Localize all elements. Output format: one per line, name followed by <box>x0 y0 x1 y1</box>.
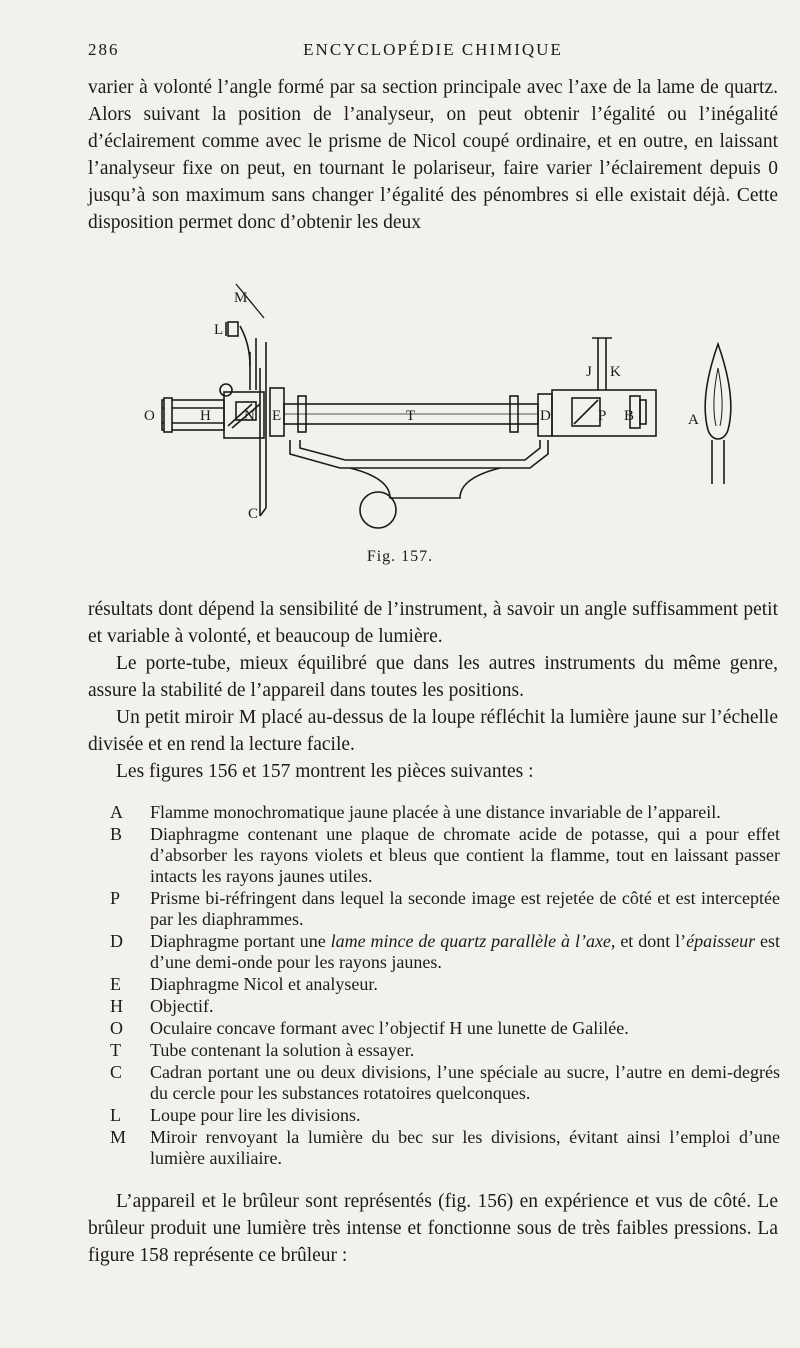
label-J: J <box>586 364 592 380</box>
legend-item <box>110 996 780 1017</box>
paragraph-5: Les figures 156 et 157 montrent les pièces suivantes : <box>116 761 534 782</box>
magnifier-lens <box>228 322 238 336</box>
paragraph-6: L’appareil et le brûleur sont représentés (fig. 156) en expérience et vus de côté. Le brûleur produit une lumière très intense et fonctionne sous de très faibles pressions. La figure 158 représente ce brûleur : <box>88 1191 778 1266</box>
flame <box>705 344 731 439</box>
legend-item <box>110 1018 780 1039</box>
legend-key: T <box>110 1040 121 1060</box>
legend-text: Loupe pour lire les divisions. <box>150 1105 361 1125</box>
legend-item <box>110 1105 780 1126</box>
legend-key: B <box>110 824 123 844</box>
label-M: M <box>234 290 248 306</box>
legend-key: C <box>110 1062 123 1082</box>
legend-text: Flamme monochromatique jaune placée à une distance invariable de l’appareil. <box>150 802 721 822</box>
legend-item <box>110 1127 780 1169</box>
label-O: O <box>144 408 155 424</box>
page-header <box>88 40 778 64</box>
legend-text-italic: épaisseur <box>686 931 756 951</box>
label-H: H <box>200 408 211 424</box>
legend-key: L <box>110 1105 121 1125</box>
running-title: ENCYCLOPÉDIE CHIMIQUE <box>303 40 563 59</box>
legend-text: Miroir renvoyant la lumière du bec sur les divisions, évitant ainsi l’emploi d’une lumière auxiliaire. <box>150 1127 780 1168</box>
legend-text: Tube contenant la solution à essayer. <box>150 1040 415 1060</box>
base-knob <box>360 492 396 528</box>
legend-key: O <box>110 1018 123 1038</box>
legend-key: A <box>110 802 123 822</box>
legend-key: P <box>110 888 121 908</box>
label-D: D <box>540 408 551 424</box>
legend-text: Diaphragme contenant une plaque de chromate acide de potasse, qui a pour effet d’absorber les rayons violets et bleus que contient la flamme, tout en laissant passer intacts les rayons jaunes utiles. <box>150 824 780 886</box>
paragraph-2: résultats dont dépend la sensibilité de l’instrument, à savoir un angle suffisamment petit et variable à volonté, et beaucoup de lumière. <box>88 599 778 647</box>
parts-legend <box>110 802 780 1170</box>
label-A: A <box>688 412 699 428</box>
legend-text: Oculaire concave formant avec l’objectif H une lunette de Galilée. <box>150 1018 629 1038</box>
legend-item <box>110 888 780 930</box>
legend-item <box>110 824 780 887</box>
label-B: B <box>624 408 635 424</box>
label-E: E <box>272 408 282 424</box>
legend-item <box>110 974 780 995</box>
label-C: C <box>248 506 259 522</box>
legend-text: Objectif. <box>150 996 214 1016</box>
legend-text: Diaphragme Nicol et analyseur. <box>150 974 378 994</box>
label-T: T <box>406 408 416 424</box>
legend-item <box>110 1040 780 1061</box>
label-K: K <box>610 364 621 380</box>
legend-text-part: est d’une demi-onde pour les rayons jaunes. <box>150 931 780 972</box>
legend-text: Prisme bi-réfringent dans lequel la seconde image est rejetée de côté et est interceptée par les diaphrammes. <box>150 888 780 929</box>
legend-item <box>110 1062 780 1104</box>
legend-key: D <box>110 931 123 951</box>
label-L: L <box>214 322 224 338</box>
legend-text: Cadran portant une ou deux divisions, l’une spéciale au sucre, l’autre en demi-degrés du cercle pour les substances rotatoires quelconques. <box>150 1062 780 1103</box>
figure-caption: Fig. 157. <box>366 548 434 565</box>
figure-157-diagram <box>140 278 750 540</box>
paragraph-4: Un petit miroir M placé au-dessus de la loupe réfléchit la lumière jaune sur l’échelle divisée et en rend la lecture facile. <box>88 707 778 755</box>
paragraph-1: varier à volonté l’angle formé par sa section principale avec l’axe de la lame de quartz. Alors suivant la position de l’analyseur, on peut obtenir l’égalité ou l’inégalité d’éclairement comme avec le prisme de Nicol coupé ordinaire, et en outre, en laissant l’analyseur fixe on peut, en tournant le polariseur, faire varier l’éclairement depuis 0 jusqu’à son maximum sans changer l’égalité des pénombres si elle existait déjà. Cette disposition permet donc d’obtenir les deux <box>88 77 778 233</box>
legend-item <box>110 802 780 823</box>
legend-text-italic: lame mince de quartz parallèle à l’axe <box>330 931 611 951</box>
label-P: P <box>598 408 607 424</box>
label-N: N <box>244 408 255 424</box>
legend-text-part: , et dont l’ <box>610 931 687 951</box>
instrument-base <box>290 440 548 468</box>
legend-text-part: Diaphragme portant une <box>150 931 331 951</box>
legend-text <box>150 931 780 973</box>
legend-key: H <box>110 996 123 1016</box>
page-number: 286 <box>88 40 120 59</box>
paragraph-3: Le porte-tube, mieux équilibré que dans les autres instruments du même genre, assure la stabilité de l’appareil dans toutes les positions. <box>88 653 778 701</box>
legend-item <box>110 931 780 973</box>
eyepiece-lens <box>164 398 172 432</box>
legend-key: M <box>110 1127 127 1147</box>
legend-key: E <box>110 974 121 994</box>
